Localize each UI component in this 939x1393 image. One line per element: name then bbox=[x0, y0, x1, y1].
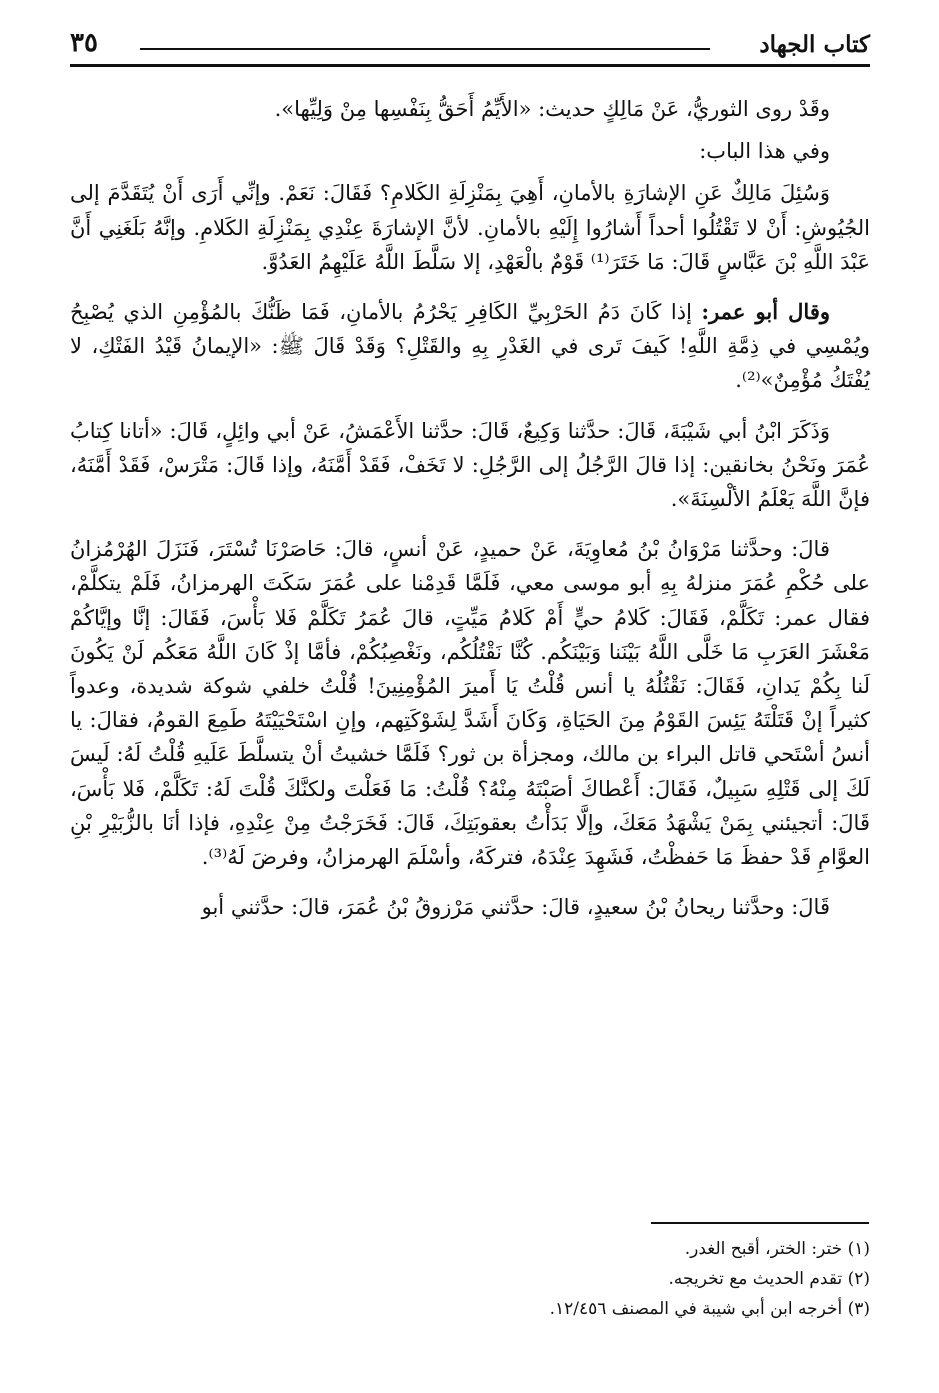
paragraph-text: وَذَكَرَ ابْنُ أبي شَيْبَةَ، قَالَ: حدَّثنا وَكِيعٌ، قَالَ: حدَّثنا الأَعْمَشُ، عَنْ أبي وائِلٍ، قَالَ: «أتانا كِتابُ عُمَرَ ونَحْنُ بخانقين: إذا قالَ الرَّجُلُ إلى الرَّجُلِ: لا تَخَفْ، فَقَدْ أَمَّنَهُ، وإذا قَالَ: مَتْرَسْ، فَقَدْ أَمَّنَهُ، فإنَّ اللَّهَ يَعْلَمُ الألْسِنَةَ». bbox=[70, 418, 870, 512]
footnote: (١) ختر: الختر، أقبح الغدر. bbox=[684, 1239, 870, 1259]
paragraph bbox=[70, 92, 870, 126]
paragraph bbox=[70, 890, 870, 924]
footnotes bbox=[70, 1234, 870, 1324]
paragraph-text: وقَدْ روى الثوريُّ، عَنْ مَالِكٍ حديث: «الأَيِّمُ أَحَقُّ بِنَفْسِها مِنْ وَلِيِّها». bbox=[274, 97, 830, 121]
paragraph-text: وَسُئِلَ مَالِكٌ عَنِ الإشارَةِ بالأمانِ، أَهِيَ بِمَنْزِلَةِ الكَلامِ؟ فَقَالَ: نَعَمْ. وإنِّي أَرَى أَنْ يُتَقَدَّمَ إلى الجُيُوشِ: أَنْ لا تَقْتُلُوا أحداً أَشارُوا إِلَيْهِ بالأمانِ. لأنَّ الإشارَةَ عِنْدِي بِمَنْزِلَةِ الكَلامِ. وإنَّهُ بَلَغَنِي أَنَّ عَبْدَ اللَّهِ بْنَ عَبَّاسٍ قَالَ: مَا خَتَرَ⁽¹⁾ قَوْمٌ بالْعَهْدِ، إلا سَلَّطَ اللَّهُ عَلَيْهِمُ العَدُوَّ. bbox=[70, 181, 870, 274]
footnote: (٢) تقدم الحديث مع تخريجه. bbox=[668, 1269, 870, 1289]
paragraph-lead: وقال أبو عمر: bbox=[701, 299, 831, 325]
paragraph-text: قَالَ: وحدَّثنا ريحانُ بْنُ سعيدٍ، قالَ: حدَّثني مَرْزوقُ بْنُ عُمَرَ، قالَ: حدَّثني أبو bbox=[201, 895, 830, 920]
paragraph-text: قالَ: وحدَّثنا مَرْوَانُ بْنُ مُعاوِيَةَ، عَنْ حميدٍ، عَنْ أنسٍ، قالَ: حَاصَرْنَا تُسْتَرَ، فَنَزَلَ الهُرْمُزانُ على حُكْمِ عُمَرَ منزلهُ بِهِ أبو موسى معي، فَلَمَّا قَدِمْنا على عُمَرَ سَكَتَ الهرمزانُ، فَلَمْ يتكلَّمْ، فقال عمر: تَكَلَّمْ، فَقَالَ: كَلامُ حيٍّ أَمْ كَلامُ مَيِّتٍ، قالَ عُمَرُ تَكَلَّمْ فَلا بَأْسَ، فَقَالَ: إنَّا وإيَّاكُمْ مَعْشَرَ العَرَبِ مَا خَلَّى اللَّهُ بَيْنَنا وَبَيْنَكُم. كُنَّا نَقْتُلُكُم، ونَغْصِبُكُمْ، فأمَّا إذْ كَانَ اللَّهُ مَعَكُم لَنْ يَكُونَ لَنا بِكُمْ يَدانِ، فَقَالَ: نَقْتُلُهُ يا أنس قُلْتُ يَا أَميرَ المُؤْمِنِينَ! قُلْتُ خلفي شوكة شديدة، وعدواً كثيراً إنْ قَتَلْتَهُ يَئِسَ القَوْمُ مِنَ الحَيَاةِ، وَكَانَ أَشَدَّ لِشَوْكَتِهم، وإنِ اسْتَحْيَيْتَهُ طَمِعَ القومُ، فقالَ: يا أنسُ أسْتَحي قاتل البراء بن مالك، ومجزأة بن ثور؟ فَلَمَّا خشيتُ أنْ يتسلَّطَ عَلَيهِ قُلْتُ لَهُ: لَيسَ لَكَ إلى قَتْلِهِ سَبِيلٌ، فَقَالَ: أَعْطاكَ أصَبْتَهُ مِنْهُ؟ قُلْتُ: مَا فَعَلْتَ ولكنَّكَ قُلْتَ لَهُ: تَكَلَّمْ، فَلا بَأْسَ، قَالَ: أتجيئني بِمَنْ يَشْهَدُ مَعَكَ، وإلَّا بَدَأْتُ بعقوبَتِكَ، قَالَ: فَخَرَجْتُ مِنْ عِنْدِهِ، فإذا أنَا بالزُّبَيْرِ بْنِ العوَّامِ قَدْ حفظَ مَا حَفظْتُ، فَشَهِدَ عِنْدَهُ، فتركَهُ، وأسْلَمَ الهرمزانُ، وفرضَ لَهُ⁽³⁾. bbox=[70, 537, 870, 870]
paragraph bbox=[70, 295, 870, 398]
paragraph bbox=[70, 176, 870, 279]
page-header bbox=[70, 26, 870, 70]
paragraph bbox=[70, 414, 870, 517]
paragraph-text: إذا كَانَ دَمُ الحَرْبِيِّ الكَافِرِ يَحْرُمُ بالأمانِ، فَمَا ظَنُّكَ بالمُؤْمِنِ الذي يُصْبِحُ ويُمْسِي في ذِمَّةِ اللَّهِ! كَيفَ تَرى في الغَدْرِ بِهِ والقَتْلِ؟ وَقَدْ قَالَ ﷺ: «الإيمانُ قَيْدُ الفَتْكِ، لا يُفْتَكُ مُؤْمِنٌ»⁽²⁾. bbox=[70, 300, 870, 393]
paragraph bbox=[70, 134, 870, 168]
main-text bbox=[70, 92, 870, 940]
paragraph-text: وفي هذا الباب: bbox=[699, 139, 830, 164]
header-rule bbox=[140, 48, 710, 50]
footnote: (٣) أخرجه ابن أبي شيبة في المصنف ١٢/٤٥٦. bbox=[549, 1299, 870, 1319]
page-number: ٣٥ bbox=[70, 28, 98, 58]
paragraph bbox=[70, 532, 870, 874]
header-underline bbox=[70, 64, 870, 67]
chapter-title: كتاب الجهاد bbox=[759, 31, 870, 58]
footnote-divider bbox=[651, 1222, 869, 1224]
